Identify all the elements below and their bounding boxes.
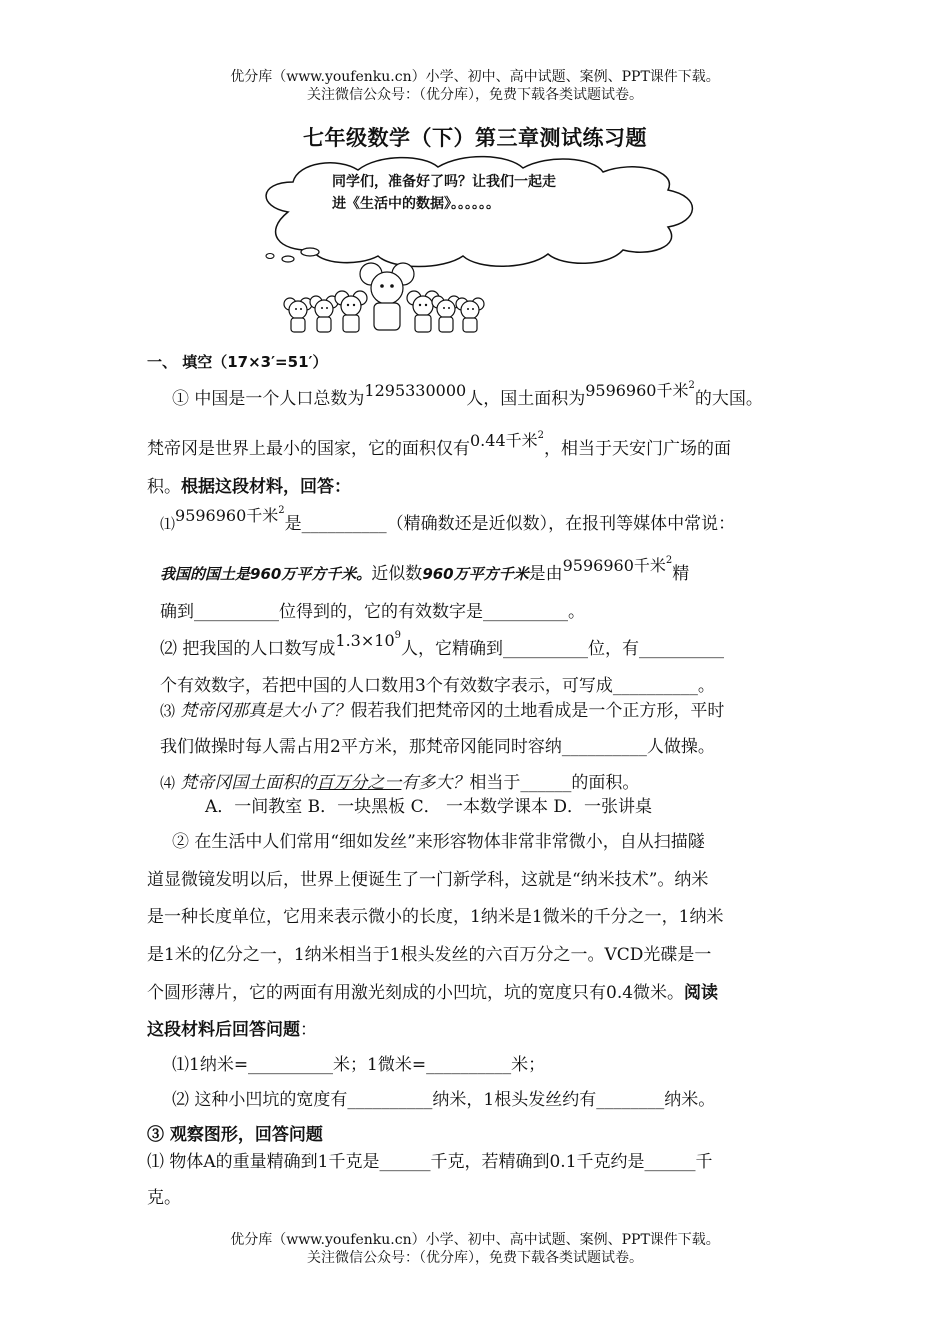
handwritten-text: 960万平方千米	[422, 565, 529, 583]
text: ，相当于天安门广场的面	[544, 439, 732, 459]
text: 是由	[528, 564, 563, 584]
p3-heading: ③ 观察图形，回答问题	[147, 1125, 323, 1145]
question-number: ⑶	[160, 702, 176, 720]
italic-text: 梵帝冈那真是大小了？	[180, 701, 351, 721]
section-1-heading: 一、 填空（17×3′=51′）	[147, 353, 328, 371]
text: 积。	[147, 477, 181, 497]
footer-line-2: 关注微信公众号：（优分库），免费下载各类试题试卷。	[307, 1250, 643, 1266]
p1-line-3	[147, 475, 351, 499]
footer-line-1: 优分库（www.youfenku.cn）小学、初中、高中试题、案例、PPT课件下载。	[230, 1232, 720, 1248]
formula: 1.3×10	[335, 631, 395, 650]
p2-line-3: 是一种长度单位，它用来表示微小的长度，1纳米是1微米的千分之一，1纳米	[147, 907, 724, 927]
cloud-line-1: 同学们，准备好了吗？让我们一起走	[332, 174, 556, 190]
handwritten-text: 我国的国土是960万平方千米。	[160, 565, 372, 583]
superscript: 2	[688, 380, 695, 391]
bold-text: 阅读	[684, 983, 719, 1003]
superscript: 9	[394, 630, 401, 641]
superscript: 2	[537, 430, 545, 441]
p2-question-1: ⑴1纳米=__________米；1微米=__________米；	[172, 1055, 546, 1075]
text: 假若我们把梵帝冈的土地看成是一个正方形，平时	[350, 701, 725, 721]
q4-line	[160, 771, 639, 795]
q1-line-2	[160, 557, 689, 586]
text: 个圆形薄片，它的两面有用激光刻成的小凹坑，坑的宽度只有0.4微米。	[147, 983, 685, 1003]
page-title: 七年级数学（下）第三章测试练习题	[303, 125, 647, 150]
p2-line-6	[147, 1018, 317, 1042]
text: 人，国土面积为	[466, 389, 586, 409]
text: 近似数	[371, 564, 423, 584]
cartoon-mice-icon	[276, 262, 486, 338]
p3-question-1: ⑴ 物体A的重量精确到1千克是______千克，若精确到0.1千克约是______千	[147, 1152, 713, 1172]
text: 的大国。	[694, 389, 763, 409]
bold-text: 这段材料后回答问题	[147, 1020, 300, 1040]
superscript: 2	[665, 555, 673, 566]
header-line-2: 关注微信公众号：（优分库），免费下载各类试题试卷。	[307, 87, 643, 103]
q3-line-2: 我们做操时每人需占用2平方米，那梵帝冈能同时容纳__________人做操。	[160, 737, 715, 757]
p1-line-1	[172, 382, 763, 411]
superscript: 2	[278, 505, 285, 516]
area-number: 9596960千米	[562, 556, 666, 575]
question-number: ⑴	[160, 515, 176, 533]
bold-instruction: 根据这段材料，回答：	[181, 477, 351, 497]
underlined-text: 百万分之一	[316, 773, 402, 793]
q1-line-3: 确到__________位得到的，它的有效数字是__________。	[160, 602, 585, 622]
p2-line-4: 是1米的亿分之一，1纳米相当于1根头发丝的六百万分之一。VCD光碟是一	[147, 945, 712, 965]
cloud-text	[332, 171, 662, 215]
vatican-area-number: 0.44千米	[470, 431, 538, 450]
p2-question-2: ⑵ 这种小凹坑的宽度有__________纳米，1根头发丝约有________纳米。	[172, 1090, 716, 1110]
text: 是__________（精确数还是近似数），在报刊等媒体中常说：	[284, 514, 736, 534]
text: 梵帝冈是世界上最小的国家，它的面积仅有	[147, 439, 470, 459]
header-line-1: 优分库（www.youfenku.cn）小学、初中、高中试题、案例、PPT课件下载。	[230, 69, 720, 85]
p3-question-1-cont: 克。	[147, 1188, 181, 1208]
population-number: 1295330000	[364, 381, 467, 400]
q2-line-2: 个有效数字，若把中国的人口数用3个有效数字表示，可写成__________。	[160, 676, 715, 696]
text: ⑵ 把我国的人口数写成	[160, 639, 336, 659]
text: 人，它精确到__________位，有__________	[401, 639, 724, 659]
text: 精	[672, 564, 690, 584]
p1-line-2	[147, 432, 731, 461]
q3-line-1	[160, 699, 724, 723]
area-number: 9596960千米	[175, 506, 279, 525]
question-number: ⑷	[160, 774, 176, 792]
text: 相当于______的面积。	[469, 773, 640, 793]
italic-text: 有多大？	[401, 773, 470, 793]
p2-line-2: 道显微镜发明以后，世界上便诞生了一门新学科，这就是“纳米技术”。纳米	[147, 870, 709, 890]
q4-options: A．一间教室 B．一块黑板 C． 一本数学课本 D．一张讲桌	[205, 797, 653, 817]
text: ① 中国是一个人口总数为	[172, 389, 365, 409]
p2-line-1: ② 在生活中人们常用“细如发丝”来形容物体非常非常微小，自从扫描隧	[172, 832, 705, 852]
area-number: 9596960千米	[585, 381, 689, 400]
text: ：	[300, 1020, 317, 1040]
q1-line-1	[160, 507, 735, 536]
italic-text: 梵帝冈国土面积的	[180, 773, 317, 793]
cloud-line-2: 进《生活中的数据》。。。。。。	[332, 196, 500, 212]
q2-line-1	[160, 632, 724, 661]
p2-line-5	[147, 981, 718, 1005]
